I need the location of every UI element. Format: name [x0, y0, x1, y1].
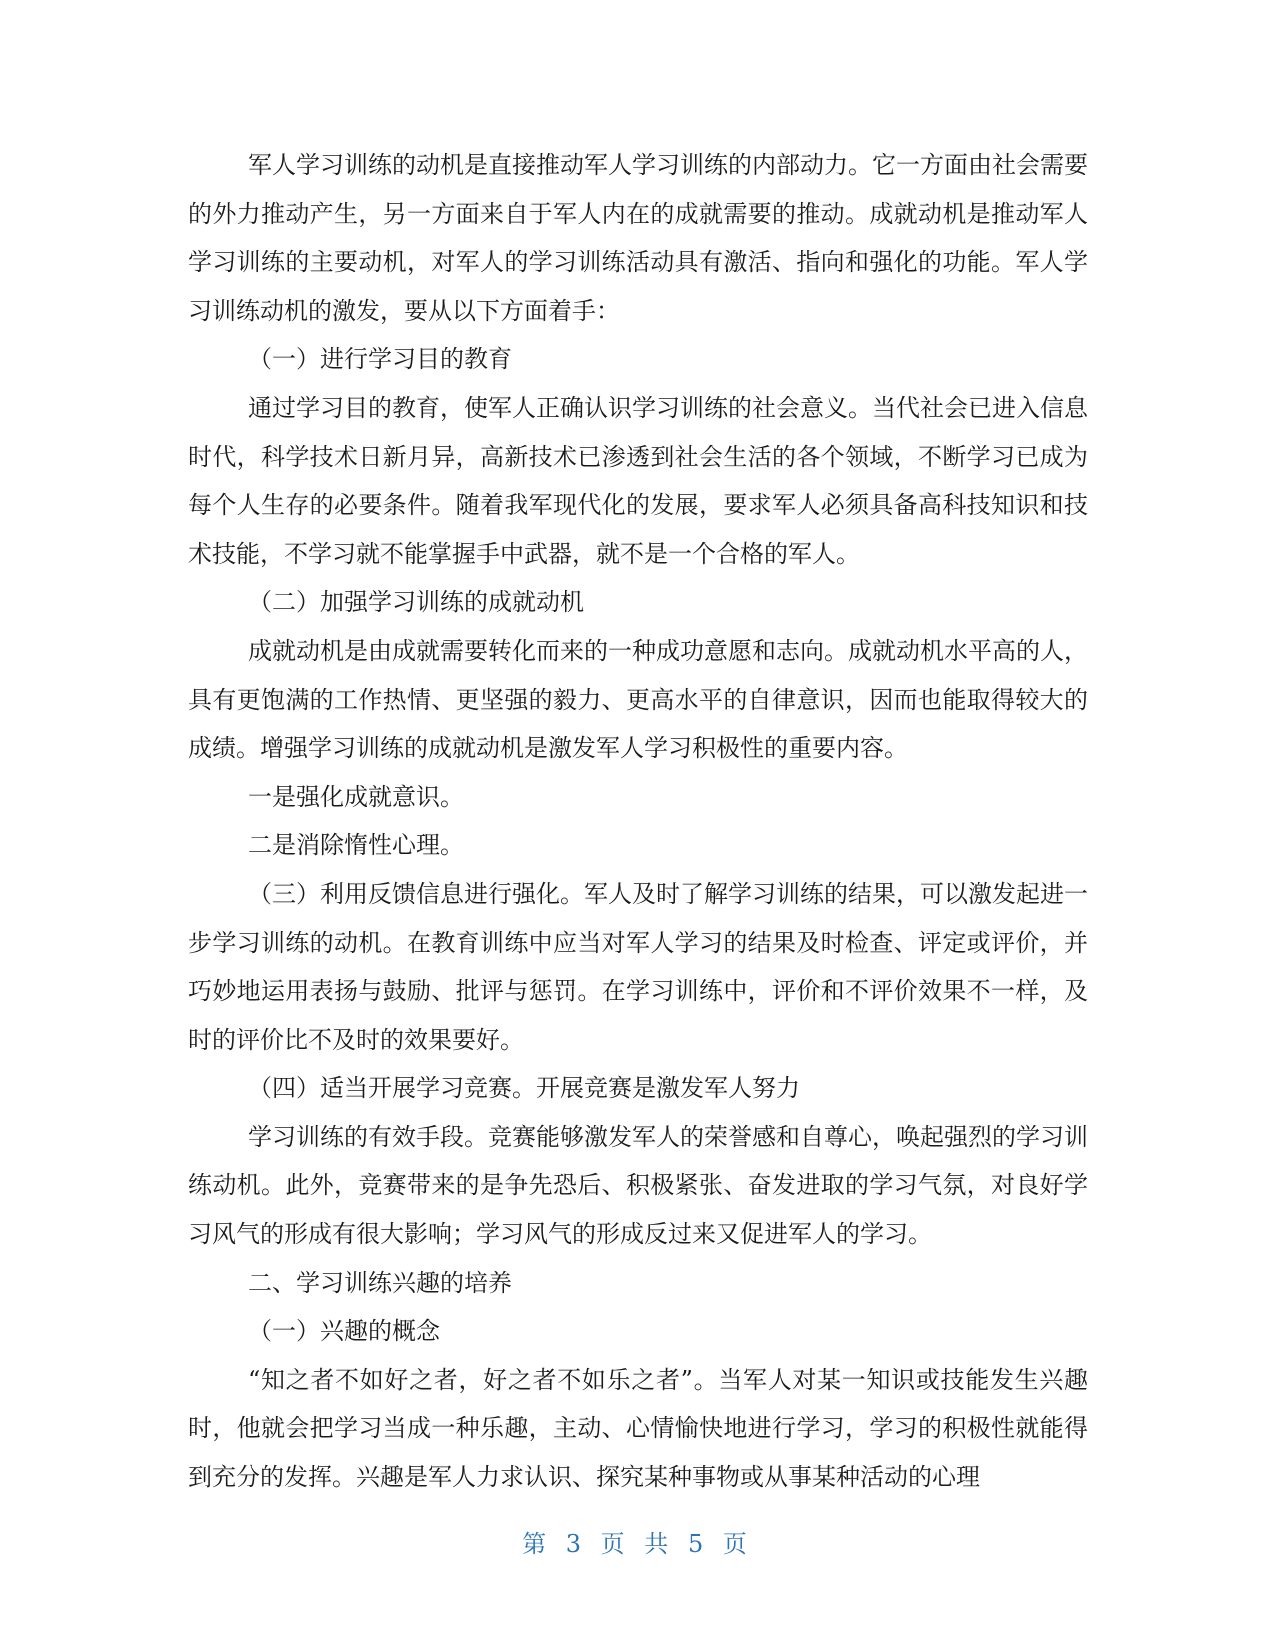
page-footer: 第 3 页 共 5 页 [522, 1530, 753, 1558]
heading-interest-concept: （一）兴趣的概念 [248, 1317, 440, 1346]
paragraph-feedback: （三）利用反馈信息进行强化。军人及时了解学习训练的结果，可以激发起进一步学习训练的动机。在教育训练中应当对军人学习的结果及时检查、评定或评价，并巧妙地运用表扬与鼓励、批评与惩罚。在学习训练中，评价和不评价效果不一样，及时的评价比不及时的效果要好。 [188, 879, 1088, 1054]
heading-achievement-motivation: （二）加强学习训练的成就动机 [248, 588, 584, 617]
heading-competition: （四）适当开展学习竞赛。开展竞赛是激发军人努力 [248, 1074, 800, 1103]
heading-learning-purpose: （一）进行学习目的教育 [248, 345, 512, 374]
heading-interest-cultivation: 二、学习训练兴趣的培养 [248, 1268, 512, 1297]
paragraph-learning-purpose: 通过学习目的教育，使军人正确认识学习训练的社会意义。当代社会已进入信息时代，科学技术日新月异，高新技术已渗透到社会生活的各个领域，不断学习已成为每个人生存的必要条件。随着我军现代化的发展，要求军人必须具备高科技知识和技术技能，不学习就不能掌握手中武器，就不是一个合格的军人。 [188, 393, 1088, 568]
paragraph-competition: 学习训练的有效手段。竞赛能够激发军人的荣誉感和自尊心，唤起强烈的学习训练动机。此外，竞赛带来的是争先恐后、积极紧张、奋发进取的学习气氛，对良好学习风气的形成有很大影响；学习风气的形成反过来又促进军人的学习。 [188, 1122, 1088, 1249]
body-text [188, 141, 1088, 1502]
paragraph-point-one: 一是强化成就意识。 [248, 782, 464, 811]
paragraph-motivation-intro: 军人学习训练的动机是直接推动军人学习训练的内部动力。它一方面由社会需要的外力推动产生，另一方面来自于军人内在的成就需要的推动。成就动机是推动军人学习训练的主要动机，对军人的学习训练活动具有激活、指向和强化的功能。军人学习训练动机的激发，要从以下方面着手： [188, 151, 1088, 325]
paragraph-interest-concept: “知之者不如好之者，好之者不如乐之者”。当军人对某一知识或技能发生兴趣时，他就会把学习当成一种乐趣，主动、心情愉快地进行学习，学习的积极性就能得到充分的发挥。兴趣是军人力求认识、探究某种事物或从事某种活动的心理 [188, 1365, 1088, 1492]
paragraph-point-two: 二是消除惰性心理。 [248, 831, 464, 860]
paragraph-achievement-motivation: 成就动机是由成就需要转化而来的一种成功意愿和志向。成就动机水平高的人，具有更饱满的工作热情、更坚强的毅力、更高水平的自律意识，因而也能取得较大的成绩。增强学习训练的成就动机是激发军人学习积极性的重要内容。 [188, 636, 1088, 763]
